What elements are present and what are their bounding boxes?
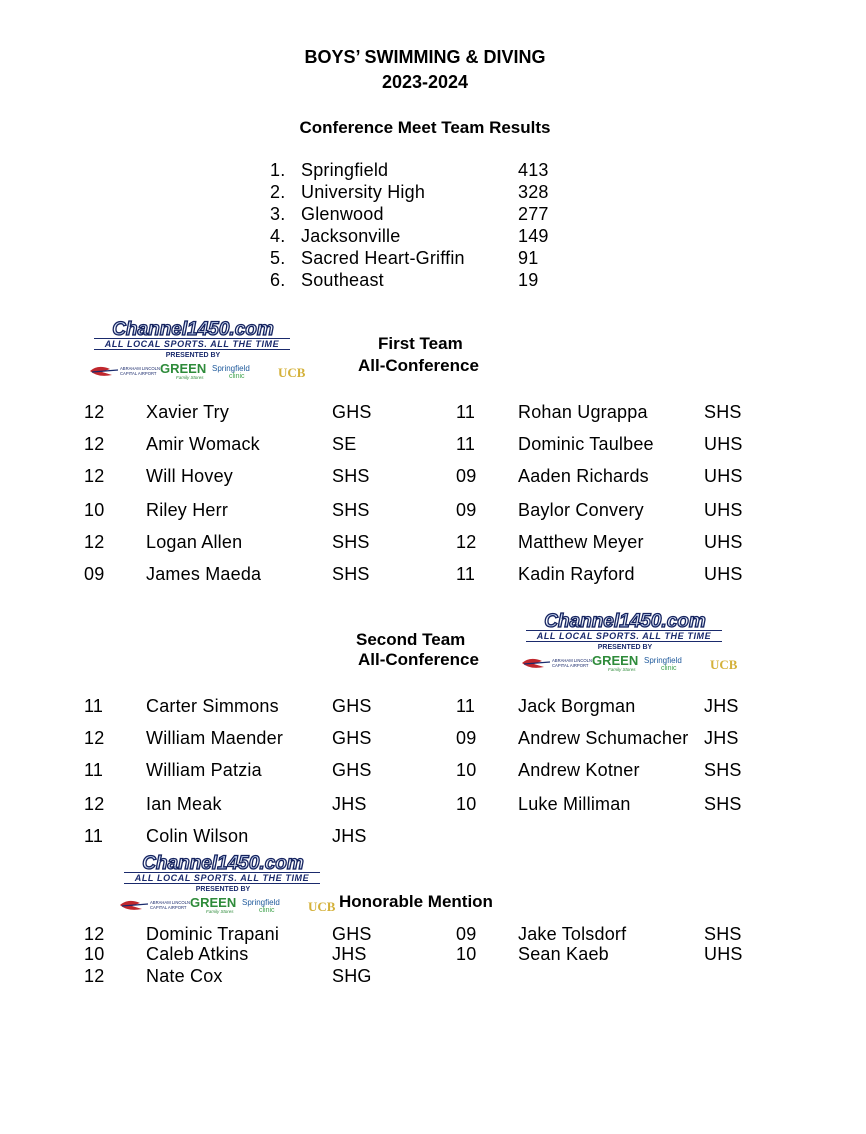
athlete-school: SHS [332, 466, 370, 486]
athlete-grade: 12 [456, 532, 477, 552]
result-rank: 3. [270, 204, 286, 224]
result-rank: 1. [270, 160, 286, 180]
ucb-logo [308, 899, 336, 914]
athlete-grade: 11 [84, 696, 104, 716]
athlete-school: SHS [704, 402, 742, 422]
sponsor-logos [520, 652, 738, 674]
athlete-name: Aaden Richards [518, 466, 649, 486]
athlete-name: James Maeda [146, 564, 262, 584]
first-team-heading: First Team [378, 334, 463, 353]
athlete-name: Carter Simmons [146, 696, 279, 716]
athlete-grade: 10 [456, 760, 477, 780]
svg-text:CAPITAL AIRPORT: CAPITAL AIRPORT [120, 371, 157, 376]
svg-text:Channel1450.com: Channel1450.com [142, 853, 304, 874]
athlete-school: UHS [704, 466, 743, 486]
result-points: 277 [518, 204, 549, 224]
svg-text:ABRAHAM LINCOLN: ABRAHAM LINCOLN [150, 900, 191, 905]
channel1450-wordmark [520, 610, 730, 632]
airport-logo [522, 658, 592, 668]
green-family-stores-logo [160, 361, 206, 380]
svg-text:Family Stores: Family Stores [176, 375, 204, 380]
green-family-stores-logo [592, 653, 638, 672]
page-title: BOYS’ SWIMMING & DIVING [304, 47, 546, 67]
springfield-clinic-logo [212, 364, 250, 380]
athlete-grade: 09 [456, 728, 477, 748]
athlete-grade: 12 [84, 728, 105, 748]
channel1450-logo [118, 852, 336, 916]
svg-text:ABRAHAM LINCOLN: ABRAHAM LINCOLN [120, 366, 161, 371]
athlete-grade: 11 [456, 402, 476, 422]
result-points: 413 [518, 160, 549, 180]
svg-text:CAPITAL AIRPORT: CAPITAL AIRPORT [150, 905, 187, 910]
athlete-grade: 10 [456, 944, 477, 964]
athlete-name: Amir Womack [146, 434, 260, 454]
athlete-school: SE [332, 434, 357, 454]
athlete-school: SHS [332, 532, 370, 552]
channel1450-logo [88, 318, 306, 382]
second-team-heading: Second Team [356, 630, 466, 649]
athlete-school: UHS [704, 500, 743, 520]
athlete-grade: 09 [456, 924, 477, 944]
athlete-school: SHS [332, 564, 370, 584]
athlete-name: Baylor Convery [518, 500, 644, 520]
athlete-name: Will Hovey [146, 466, 234, 486]
result-team: Glenwood [301, 204, 384, 224]
athlete-grade: 12 [84, 466, 105, 486]
athlete-grade: 10 [84, 500, 105, 520]
athlete-grade: 09 [84, 564, 105, 584]
springfield-clinic-logo [644, 656, 682, 672]
svg-text:Springfield: Springfield [644, 656, 682, 665]
athlete-school: GHS [332, 728, 372, 748]
result-rank: 6. [270, 270, 286, 290]
svg-text:Springfield: Springfield [212, 364, 250, 373]
athlete-name: Riley Herr [146, 500, 229, 520]
season-title: 2023-2024 [381, 72, 469, 92]
svg-text:UCB: UCB [710, 657, 738, 672]
athlete-school: JHS [332, 826, 367, 846]
svg-text:UCB: UCB [278, 365, 306, 380]
athlete-grade: 11 [456, 434, 476, 454]
svg-text:CAPITAL AIRPORT: CAPITAL AIRPORT [552, 663, 589, 668]
athlete-grade: 09 [456, 466, 477, 486]
svg-text:clinic: clinic [259, 907, 275, 914]
logo-tagline: ALL LOCAL SPORTS. ALL THE TIME [94, 338, 290, 350]
svg-text:clinic: clinic [229, 373, 245, 380]
athlete-school: SHS [704, 794, 742, 814]
athlete-name: Matthew Meyer [518, 532, 644, 552]
athlete-grade: 12 [84, 966, 105, 986]
athlete-school: SHS [704, 924, 742, 944]
athlete-grade: 10 [84, 944, 105, 964]
athlete-school: SHS [332, 500, 370, 520]
result-team: Springfield [301, 160, 389, 180]
svg-text:GREEN: GREEN [160, 361, 207, 376]
athlete-name: Logan Allen [146, 532, 243, 552]
athlete-name: Xavier Try [146, 402, 230, 422]
logo-presented-by: PRESENTED BY [195, 886, 251, 893]
athlete-name: Dominic Taulbee [518, 434, 654, 454]
first-team-subheading: All-Conference [358, 356, 479, 375]
svg-text:Family Stores: Family Stores [206, 909, 234, 914]
result-rank: 2. [270, 182, 286, 202]
athlete-grade: 10 [456, 794, 477, 814]
green-family-stores-logo [190, 895, 236, 914]
athlete-grade: 11 [84, 760, 104, 780]
springfield-clinic-logo [242, 898, 280, 914]
channel1450-wordmark [88, 318, 298, 340]
athlete-grade: 09 [456, 500, 477, 520]
svg-text:Channel1450.com: Channel1450.com [544, 611, 706, 632]
result-rank: 4. [270, 226, 286, 246]
svg-text:GREEN: GREEN [592, 653, 639, 668]
airport-logo [120, 900, 190, 910]
athlete-name: Andrew Kotner [518, 760, 640, 780]
athlete-school: JHS [332, 944, 367, 964]
athlete-name: Kadin Rayford [518, 564, 635, 584]
athlete-school: GHS [332, 924, 372, 944]
athlete-school: JHS [704, 728, 739, 748]
athlete-name: Jake Tolsdorf [518, 924, 627, 944]
second-team-subheading: All-Conference [358, 650, 479, 669]
result-points: 19 [518, 270, 539, 290]
athlete-grade: 11 [456, 696, 476, 716]
logo-presented-by: PRESENTED BY [165, 352, 221, 359]
athlete-grade: 12 [84, 794, 105, 814]
result-team: Southeast [301, 270, 384, 290]
ucb-logo [278, 365, 306, 380]
athlete-name: William Patzia [146, 760, 262, 780]
athlete-name: Luke Milliman [518, 794, 631, 814]
result-points: 328 [518, 182, 549, 202]
airport-logo [90, 366, 160, 376]
svg-text:Channel1450.com: Channel1450.com [112, 319, 274, 340]
result-team: University High [301, 182, 426, 202]
athlete-name: Nate Cox [146, 966, 223, 986]
sponsor-logos [118, 894, 336, 916]
athlete-grade: 12 [84, 434, 105, 454]
athlete-grade: 11 [84, 826, 104, 846]
athlete-grade: 11 [456, 564, 476, 584]
svg-text:UCB: UCB [308, 899, 336, 914]
svg-text:Family Stores: Family Stores [608, 667, 636, 672]
athlete-school: UHS [704, 564, 743, 584]
logo-tagline: ALL LOCAL SPORTS. ALL THE TIME [124, 872, 320, 884]
result-points: 91 [518, 248, 539, 268]
results-heading: Conference Meet Team Results [299, 118, 551, 137]
athlete-school: GHS [332, 696, 372, 716]
ucb-logo [710, 657, 738, 672]
honorable-mention-heading: Honorable Mention [339, 892, 493, 911]
svg-text:ABRAHAM LINCOLN: ABRAHAM LINCOLN [552, 658, 593, 663]
athlete-school: JHS [332, 794, 367, 814]
logo-presented-by: PRESENTED BY [597, 644, 653, 651]
athlete-name: Colin Wilson [146, 826, 249, 846]
result-rank: 5. [270, 248, 286, 268]
athlete-name: Caleb Atkins [146, 944, 249, 964]
athlete-school: JHS [704, 696, 739, 716]
athlete-grade: 12 [84, 402, 105, 422]
athlete-school: UHS [704, 532, 743, 552]
athlete-grade: 12 [84, 532, 105, 552]
athlete-name: Andrew Schumacher [518, 728, 689, 748]
result-team: Sacred Heart-Griffin [301, 248, 465, 268]
athlete-school: SHG [332, 966, 372, 986]
logo-tagline: ALL LOCAL SPORTS. ALL THE TIME [526, 630, 722, 642]
channel1450-logo [520, 610, 738, 674]
athlete-name: Sean Kaeb [518, 944, 609, 964]
athlete-school: GHS [332, 760, 372, 780]
sponsor-logos [88, 360, 306, 382]
athlete-name: Dominic Trapani [146, 924, 280, 944]
athlete-name: William Maender [146, 728, 284, 748]
athlete-school: UHS [704, 944, 743, 964]
athlete-name: Ian Meak [146, 794, 222, 814]
svg-text:clinic: clinic [661, 665, 677, 672]
result-points: 149 [518, 226, 549, 246]
svg-text:GREEN: GREEN [190, 895, 237, 910]
athlete-school: UHS [704, 434, 743, 454]
channel1450-wordmark [118, 852, 328, 874]
athlete-school: GHS [332, 402, 372, 422]
svg-text:Springfield: Springfield [242, 898, 280, 907]
athlete-grade: 12 [84, 924, 105, 944]
athlete-school: SHS [704, 760, 742, 780]
athlete-name: Rohan Ugrappa [518, 402, 648, 422]
athlete-name: Jack Borgman [518, 696, 636, 716]
result-team: Jacksonville [301, 226, 401, 246]
